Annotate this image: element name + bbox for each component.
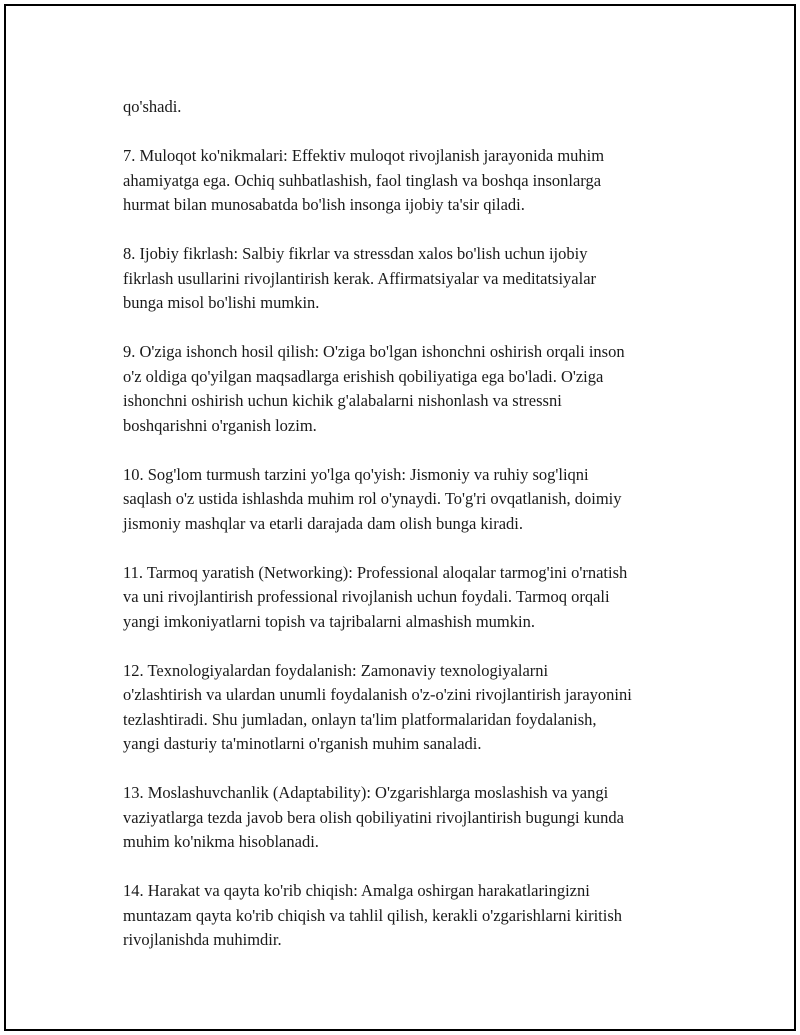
text-line: jismoniy mashqlar va etarli darajada dam olish bunga kiradi. [123, 513, 524, 533]
text-line: saqlash o'z ustida ishlashda muhim rol o'ynaydi. To'g'ri ovqatlanish, doimiy [123, 489, 622, 508]
text-line: qo'shadi. [123, 97, 182, 116]
text-line: 10. Sog'lom turmush tarzini yo'lga qo'yish: Jismoniy va ruhiy sog'liqni [123, 464, 589, 484]
paragraph [123, 144, 693, 218]
page-border [4, 4, 796, 1031]
text-line: hurmat bilan munosabatda bo'lish insonga ijobiy ta'sir qiladi. [123, 195, 525, 214]
paragraph [123, 561, 693, 635]
text-line: 14. Harakat va qayta ko'rib chiqish: Amalga oshirgan harakatlaringizni [123, 881, 590, 900]
text-line: o'z oldiga qo'yilgan maqsadlarga erishish qobiliyatiga ega bo'ladi. O'ziga [123, 366, 604, 386]
paragraph [123, 659, 693, 757]
text-line: muntazam qayta ko'rib chiqish va tahlil qilish, kerakli o'zgarishlarni kiritish [123, 905, 622, 925]
text-line: rivojlanishda muhimdir. [123, 930, 282, 949]
paragraph [123, 340, 693, 438]
text-line: ishonchni oshirish uchun kichik g'alabalarni nishonlash va stressni [123, 391, 562, 410]
text-line: o'zlashtirish va ulardan unumli foydalanish o'z-o'zini rivojlantirish jarayonini [123, 685, 632, 704]
text-line: yangi imkoniyatlarni topish va tajribalarni almashish mumkin. [123, 611, 535, 631]
text-line: 7. Muloqot ko'nikmalari: Effektiv muloqot rivojlanish jarayonida muhim [123, 146, 605, 165]
text-line: vaziyatlarga tezda javob bera olish qobiliyatini rivojlantirish bugungi kunda [123, 807, 624, 827]
text-line: yangi dasturiy ta'minotlarni o'rganish muhim sanaladi. [123, 734, 482, 753]
text-line: tezlashtiradi. Shu jumladan, onlayn ta'lim platformalaridan foydalanish, [123, 709, 597, 729]
paragraph [123, 242, 693, 316]
text-line: 13. Moslashuvchanlik (Adaptability): O'zgarishlarga moslashish va yangi [123, 783, 609, 802]
document-body [123, 95, 693, 953]
text-line: va uni rivojlantirish professional rivojlanish uchun foydali. Tarmoq orqali [123, 587, 610, 606]
paragraph [123, 95, 693, 120]
paragraph [123, 463, 693, 537]
paragraph [123, 781, 693, 855]
text-line: 8. Ijobiy fikrlash: Salbiy fikrlar va stressdan xalos bo'lish uchun ijobiy [123, 244, 588, 263]
text-line: 11. Tarmoq yaratish (Networking): Professional aloqalar tarmog'ini o'rnatish [123, 562, 628, 582]
text-line: ahamiyatga ega. Ochiq suhbatlashish, faol tinglash va boshqa insonlarga [123, 170, 602, 190]
text-line: fikrlash usullarini rivojlantirish kerak. Affirmatsiyalar va meditatsiyalar [123, 268, 597, 288]
text-line: boshqarishni o'rganish lozim. [123, 415, 317, 435]
text-line: 9. O'ziga ishonch hosil qilish: O'ziga bo'lgan ishonchni oshirish orqali inson [123, 342, 625, 361]
text-line: 12. Texnologiyalardan foydalanish: Zamonaviy texnologiyalarni [123, 660, 549, 680]
paragraph [123, 879, 693, 953]
text-line: bunga misol bo'lishi mumkin. [123, 293, 320, 312]
text-line: muhim ko'nikma hisoblanadi. [123, 832, 319, 851]
